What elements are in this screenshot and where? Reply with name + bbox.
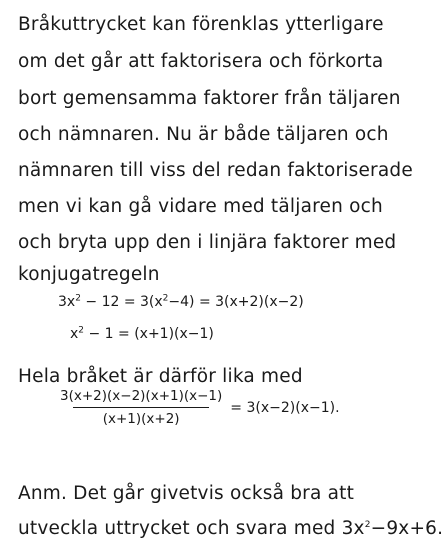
eq2-lhs-a: x bbox=[70, 326, 79, 342]
fraction-result: = 3(x−2)(x−1). bbox=[230, 399, 340, 416]
equation-numerator-factoring bbox=[58, 293, 304, 311]
eq1-lhs-b: − 12 = 3(x bbox=[80, 294, 163, 310]
text-line-4: och nämnaren. Nu är både täljaren och bbox=[18, 124, 389, 145]
eq2-rest: − 1 = (x+1)(x−1) bbox=[84, 326, 214, 342]
note-line-2-text: utveckla uttrycket och svara med bbox=[18, 518, 342, 539]
note-math-b: −9x+6. bbox=[370, 518, 443, 539]
text-line-7: och bryta upp den i linjära faktorer med bbox=[18, 232, 397, 253]
text-line-5: nämnaren till viss del redan faktoriserade bbox=[18, 160, 413, 181]
note-line-1: Anm. Det går givetvis också bra att bbox=[18, 483, 355, 504]
eq2-lhs-exponent: 2 bbox=[78, 325, 85, 336]
fraction bbox=[58, 387, 224, 428]
note-line-2 bbox=[18, 518, 443, 540]
note-math-a: 3x bbox=[341, 518, 365, 539]
text-line-2: om det går att faktorisera och förkorta bbox=[18, 51, 384, 72]
text-line-1: Bråkuttrycket kan förenklas ytterligare bbox=[18, 14, 384, 35]
fraction-numerator: 3(x+2)(x−2)(x+1)(x−1) bbox=[60, 388, 223, 404]
fraction-denominator: (x+1)(x+2) bbox=[102, 411, 180, 427]
note-math-exponent: 2 bbox=[364, 519, 371, 530]
text-line-conclusion: Hela bråket är därför lika med bbox=[18, 366, 303, 387]
text-line-8: konjugatregeln bbox=[18, 264, 160, 285]
eq1-mid-exponent: 2 bbox=[162, 293, 169, 304]
text-line-3: bort gemensamma faktorer från täljaren bbox=[18, 88, 401, 109]
equation-denominator-factoring bbox=[70, 325, 214, 343]
eq1-rest: −4) = 3(x+2)(x−2) bbox=[168, 294, 304, 310]
eq1-lhs-a: 3x bbox=[58, 294, 76, 310]
text-line-6: men vi kan gå vidare med täljaren och bbox=[18, 196, 383, 217]
eq1-lhs-exponent: 2 bbox=[75, 293, 81, 304]
fraction-equation bbox=[58, 387, 340, 428]
